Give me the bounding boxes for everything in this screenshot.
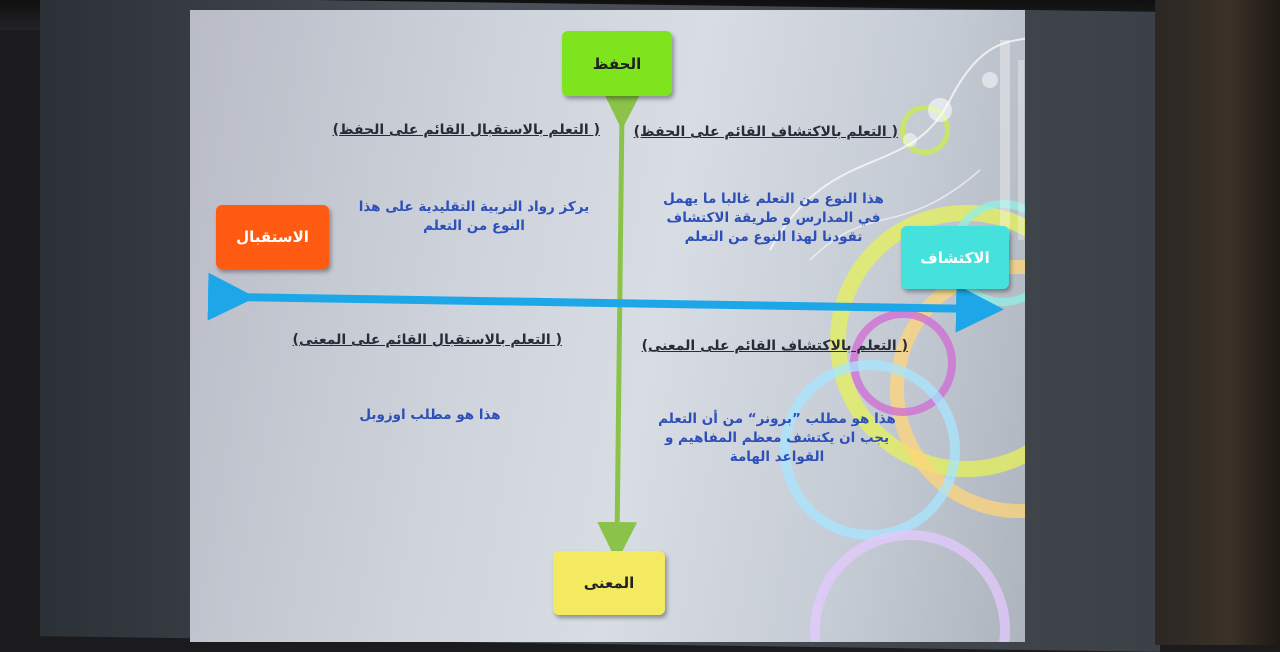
axis-label-text: المعنى [583, 574, 635, 592]
axes [190, 10, 1025, 642]
axis-label-text: الاكتشاف [920, 248, 990, 267]
background-wall [1155, 0, 1280, 645]
quadrant-heading-bottom-right: ( التعلم بالاكتشاف القائم على المعنى) [641, 338, 908, 354]
axis-label-meaning [553, 551, 665, 615]
axis-label-memorization [562, 31, 672, 96]
quadrant-text-top-right: هذا النوع من التعلم غالبا ما يهمل في المدارس و طريقة الاكتشاف تقودنا لهذا النوع من التعلم [663, 191, 884, 245]
axis-label-text: الحفظ [592, 54, 642, 73]
quadrant-heading-top-left: ( التعلم بالاستقبال القائم على الحفظ) [332, 122, 600, 138]
presentation-slide [190, 10, 1025, 642]
axis-label-reception [216, 205, 329, 269]
quadrant-text-top-left: يركز رواد التربية التقليدية على هذا النوع من التعلم [358, 199, 590, 234]
quadrant-text-bottom-left: هذا هو مطلب اوزوبل [359, 407, 501, 423]
quadrant-heading-bottom-left: ( التعلم بالاستقبال القائم على المعنى) [292, 332, 562, 348]
axis-label-discovery [901, 226, 1009, 289]
horizontal-axis-arrow [232, 297, 980, 309]
vertical-axis-arrow [617, 110, 622, 542]
quadrant-heading-top-right: ( التعلم بالاكتشاف القائم على الحفظ) [633, 124, 898, 140]
quadrant-text-bottom-right: هذا هو مطلب ”برونر“ من أن التعلم يجب ان يكتشف معظم المفاهيم و القواعد الهامة [658, 411, 896, 465]
axis-label-text: الاستقبال [236, 228, 309, 246]
